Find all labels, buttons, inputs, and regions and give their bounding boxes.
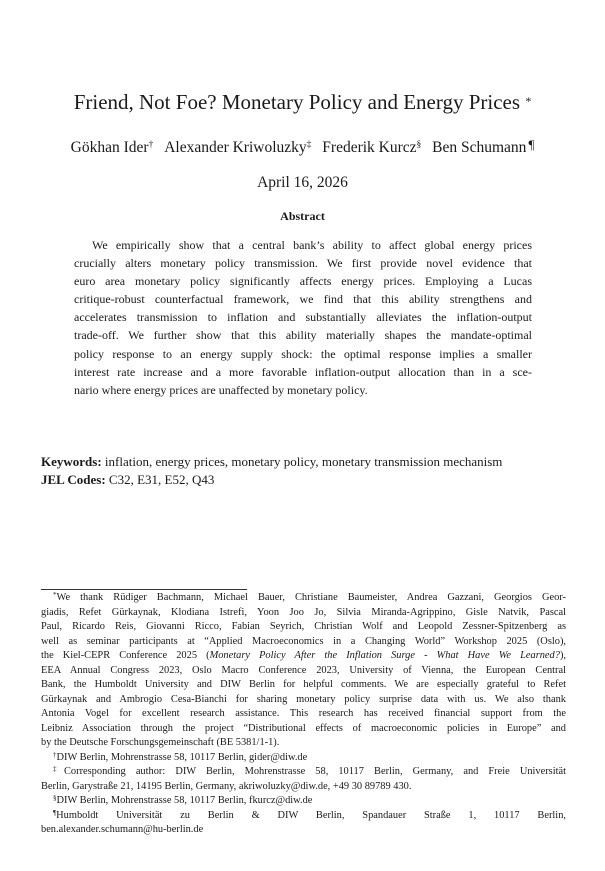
footnote-line [41, 649, 566, 664]
footnote-rule [41, 589, 247, 590]
footnote-line: by the Deutsche Forschungsgemeinschaft (BE 5381/1-1). [41, 737, 280, 748]
footnote-line: Bank, the Humboldt University and DIW Berlin for helpful comments. We are especially grateful to Refet [41, 679, 566, 690]
author-kurcz [322, 139, 421, 156]
footnote-text: DIW Berlin, Mohrenstrasse 58, 10117 Berlin, fkurcz@diw.de [56, 795, 313, 806]
keywords [41, 452, 566, 472]
jel-label: JEL Codes: [41, 472, 106, 487]
conference-title: Monetary Policy After the Inflation Surge - What Have We Learned? [209, 650, 560, 661]
abstract-line: trade-off. We further show that this ability materially shapes the mandate-optimal [74, 328, 532, 343]
author-list [0, 137, 605, 161]
footnote-text: DIW Berlin, Mohrenstrasse 58, 10117 Berlin, gider@diw.de [56, 751, 308, 763]
abstract-body [74, 236, 532, 399]
keywords-label: Keywords: [41, 454, 102, 469]
author-ider [71, 139, 154, 156]
footnote-text: We thank Rüdiger Bachmann, Michael Bauer, Christiane Baumeister, Andrea Gazzani, Georgios Geor- [56, 592, 566, 603]
footnote-text: Humboldt Universität zu Berlin & DIW Berlin, Spandauer Straße 1, 10117 Berlin, [56, 809, 566, 821]
author-footnote-mark: ¶ [528, 137, 535, 152]
footnote-kurcz [41, 794, 566, 809]
footnote-schumann [41, 809, 566, 824]
footnotes [41, 591, 566, 838]
footnote-line: Antonia Vogel for excellent research assistance. This research has received financial support from the [41, 708, 566, 719]
footnote-line: well as seminar participants at “Applied Macroeconomics in a Changing World” Workshop 2025 (Oslo), [41, 635, 566, 647]
footnote-line: Gürkaynak and Ambrogio Cesa-Bianchi for sharing monetary policy surprise data with us. We also thank [41, 693, 566, 705]
title-footnote-mark: * [525, 94, 532, 108]
author-name: Alexander Kriwoluzky [164, 139, 307, 156]
footnote-line: EEA Annual Congress 2023, Oslo Macro Conference 2023, University of Vienna, the European Central [41, 664, 566, 676]
abstract-line: policy response to an energy supply shock: the optimal response implies a smaller [74, 346, 532, 361]
abstract-line: euro area monetary policy significantly affects energy prices. Employing a Lucas [74, 274, 532, 289]
abstract-line: nario where energy prices are unaffected by monetary policy. [74, 382, 368, 397]
footnote-line: giadis, Refet Gürkaynak, Klodiana Istrefi, Yoon Joo Jo, Silvia Miranda-Agrippino, Gisle Natvik, Pascal [41, 606, 566, 618]
abstract-line: accelerates transmission to inflation and substantially alleviates the inflation-output [74, 310, 532, 325]
paper-title [0, 88, 605, 119]
footnote-mark: § [53, 794, 57, 802]
footnote-text: Corresponding author: DIW Berlin, Mohrenstrasse 58, 10117 Berlin, Germany, and Freie Universität [63, 766, 566, 777]
keywords-value: inflation, energy prices, monetary policy, monetary transmission mechanism [104, 454, 503, 469]
jel-codes [41, 470, 566, 490]
footnote-line: Berlin, Garystraße 21, 14195 Berlin, Germany, akriwoluzky@diw.de, +49 30 89789 430. [41, 780, 412, 792]
paper-date: April 16, 2026 [257, 174, 348, 191]
footnote-line: Paul, Ricardo Reis, Giovanni Ricco, Fabian Seyrich, Christian Wolf and Leopold Zessner-Spitzenberg as [41, 621, 566, 632]
author-footnote-mark: † [148, 140, 154, 150]
footnote-kriwoluzky [41, 765, 566, 780]
abstract-line: critique-robust counterfactual framework, we find that this ability strengthens and [74, 292, 532, 307]
footnote-line: ben.alexander.schumann@hu-berlin.de [41, 824, 204, 835]
abstract-line: We empirically show that a central bank’s ability to affect global energy prices [92, 238, 532, 252]
footnote-text: the Kiel-CEPR Conference 2025 ( [41, 650, 210, 661]
author-name: Gökhan Ider [70, 139, 149, 156]
footnote-mark: ¶ [53, 808, 57, 817]
abstract-line: interest rate increase and a more favorable inflation-output allocation than in a sce- [74, 364, 532, 379]
footnote-ider [41, 751, 566, 766]
author-name: Ben Schumann [432, 139, 527, 156]
jel-value: C32, E31, E52, Q43 [108, 472, 215, 487]
footnote-mark: † [53, 750, 57, 759]
author-footnote-mark: § [416, 140, 422, 150]
paper-title-text: Friend, Not Foe? Monetary Policy and Energy Prices [73, 90, 521, 114]
footnote-mark: ‡ [53, 765, 64, 773]
abstract-line: crucially alters monetary policy transmission. We first provide novel evidence that [74, 256, 532, 271]
author-name: Frederik Kurcz [322, 139, 417, 156]
footnote-text: ), [559, 650, 567, 661]
author-schumann [432, 139, 534, 156]
author-kriwoluzky [164, 139, 311, 156]
footnote-acknowledgements [41, 591, 566, 606]
author-footnote-mark: ‡ [306, 140, 312, 150]
abstract-heading: Abstract [280, 209, 325, 223]
footnote-mark: * [53, 591, 57, 599]
footnote-line: Leibniz Association through the project “Distributional effects of macroeconomic policies in Europe” and [41, 722, 566, 734]
